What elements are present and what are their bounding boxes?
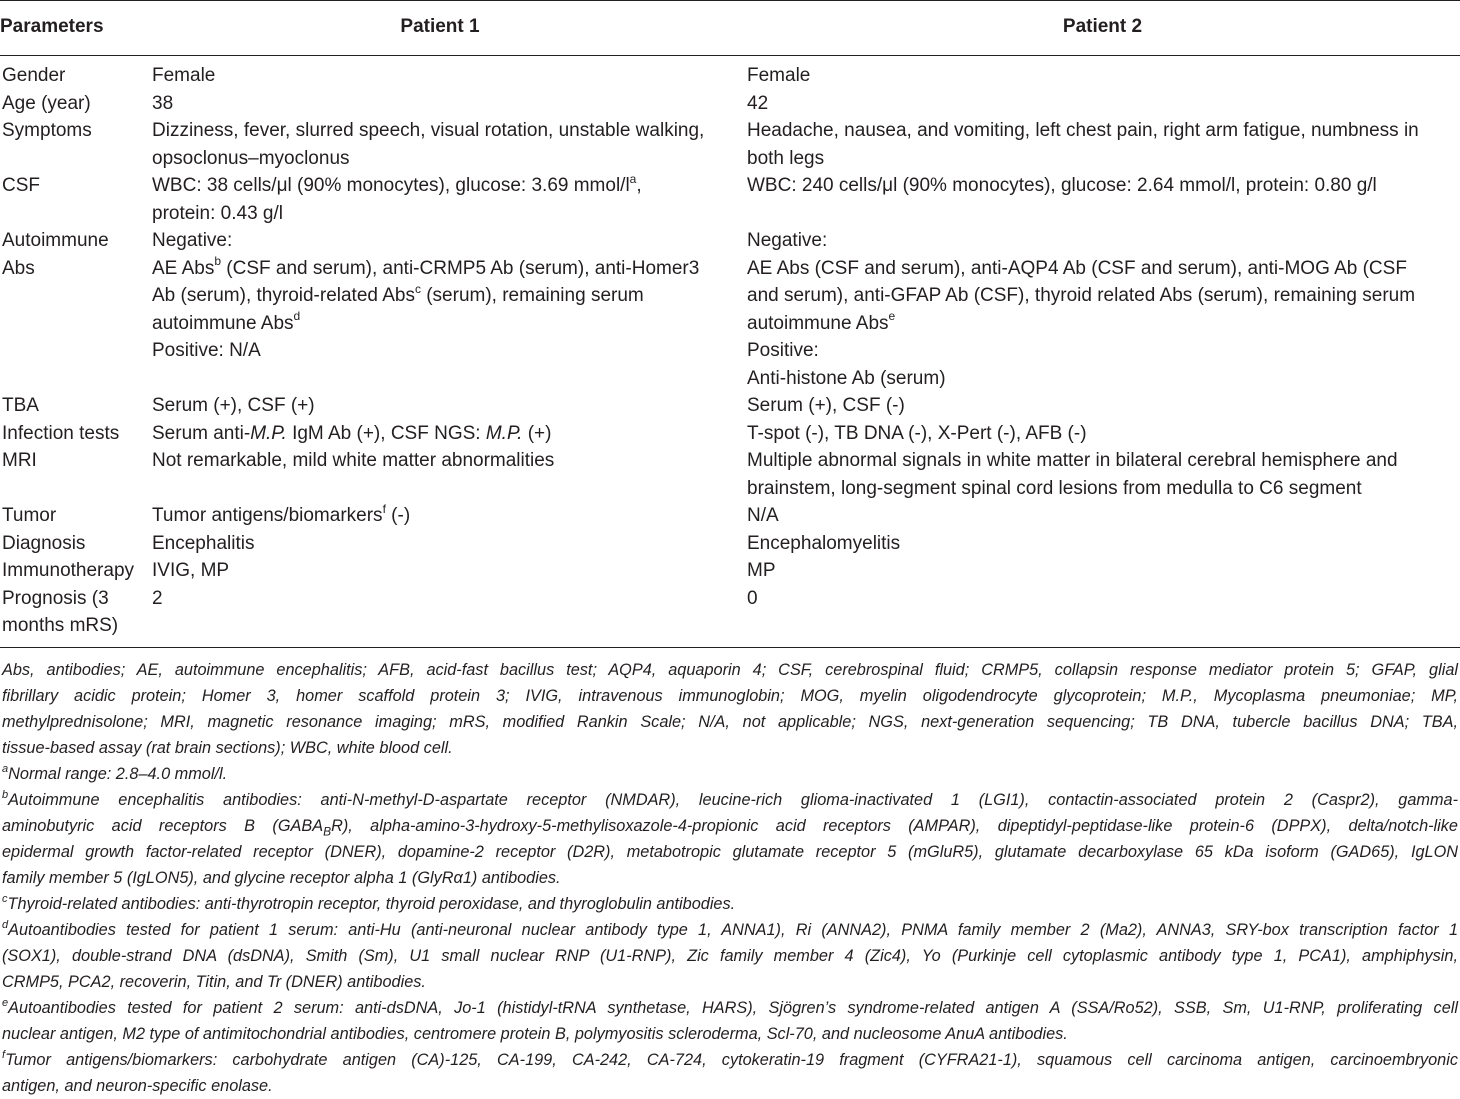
- patient1-diagnosis: Encephalitis: [152, 532, 255, 554]
- table-footnotes: [2, 657, 1458, 1099]
- footnote-line: tissue-based assay (rat brain sections); WBC, white blood cell.: [2, 739, 453, 757]
- text-line: AE Abs$^b$ (CSF and serum), anti-CRMP5 Ab (serum), anti-Homer3: [152, 254, 700, 279]
- patient2-age: 42: [747, 92, 769, 114]
- patient2-immunotherapy: MP: [747, 560, 776, 581]
- text-line: Negative:: [747, 230, 828, 251]
- table-row: [0, 447, 1460, 502]
- text-line: Multiple abnormal signals in white matter in bilateral cerebral hemisphere and: [747, 450, 1398, 471]
- patient1-tba: Serum (+), CSF (+): [152, 395, 315, 416]
- patient1-autoimmune-abs: [150, 227, 745, 392]
- text-line: Negative:: [152, 230, 233, 251]
- row-label-autoimmune-abs: Autoimmune Abs: [2, 230, 109, 279]
- patient1-immunotherapy: IVIG, MP: [152, 560, 230, 581]
- patient1-symptoms: [150, 117, 745, 172]
- text-line: WBC: 240 cells/μl (90% monocytes), glucose: 2.64 mmol/l, protein: 0.80 g/l: [747, 175, 1377, 196]
- row-label-gender: Gender: [2, 65, 66, 86]
- text-line: opsoclonus–myoclonus: [152, 147, 350, 169]
- table-row: [0, 117, 1460, 172]
- row-label-symptoms: Symptoms: [2, 120, 92, 141]
- footnote-a: $^a$Normal range: 2.8–4.0 mmol/l.: [2, 762, 228, 783]
- row-label-diagnosis: Diagnosis: [2, 532, 86, 554]
- header-rule: [0, 55, 1460, 56]
- patient2-tba: Serum (+), CSF (-): [747, 395, 905, 416]
- table-row: [0, 557, 1460, 585]
- table-row: [0, 90, 1460, 118]
- footnote-line: antigen, and neuron-specific enolase.: [2, 1077, 273, 1095]
- footnote-b: $^b$Autoimmune encephalitis antibodies: anti-N-methyl-D-aspartate receptor (NMDAR), leucine-rich glioma-inactivated 1 (LGI1), contactin-associated protein 2 (Caspr2), gamma-: [2, 788, 1458, 809]
- text-line: and serum), anti-GFAP Ab (CSF), thyroid related Abs (serum), remaining serum: [747, 285, 1416, 306]
- text-line: protein: 0.43 g/l: [152, 202, 283, 224]
- patient2-autoimmune-abs: [745, 227, 1460, 392]
- patient2-infection-tests: T-spot (-), TB DNA (-), X-Pert (-), AFB (-): [747, 422, 1087, 444]
- patient1-infection-tests: Serum anti-M.P. IgM Ab (+), CSF NGS: M.P. (+): [152, 422, 552, 444]
- table-top-rule: [0, 0, 1460, 1]
- text-line: autoimmune Abs$^d$: [152, 309, 301, 334]
- text-line: Dizziness, fever, slurred speech, visual rotation, unstable walking,: [152, 120, 705, 141]
- text-line: WBC: 38 cells/μl (90% monocytes), glucose: 3.69 mmol/$l^a$,: [152, 171, 642, 196]
- header-patient-2: Patient 2: [1062, 16, 1143, 37]
- patient1-age: 38: [152, 92, 174, 114]
- row-label-infection-tests: Infection tests: [2, 422, 120, 444]
- table-body: [0, 62, 1460, 640]
- row-label-prognosis: Prognosis (3 months mRS): [2, 587, 119, 636]
- table-row: [0, 585, 1460, 640]
- table-bottom-rule: [0, 647, 1460, 648]
- row-label-tba: TBA: [2, 395, 39, 416]
- patient1-tumor: Tumor antigens/biomarkers$^f$ (-): [152, 501, 411, 526]
- text-line: Positive:: [747, 340, 819, 361]
- footnote-line: CRMP5, PCA2, recoverin, Titin, and Tr (DNER) antibodies.: [2, 973, 426, 991]
- patient2-gender: Female: [747, 65, 811, 86]
- text-line: Positive: N/A: [152, 340, 261, 361]
- footnote-line: aminobutyric acid receptors B $(GABA_BR)$, alpha-amino-3-hydroxy-5-methylisoxazole-4-propionic acid receptors (AMPAR), dipeptidyl-peptidase-like protein-6 (DPPX), delta/notch-like: [2, 817, 1458, 839]
- row-label-mri: MRI: [2, 450, 37, 471]
- text-line: both legs: [747, 147, 825, 169]
- footnote-line: Abs, antibodies; AE, autoimmune encephalitis; AFB, acid-fast bacillus test; AQP4, aquaporin 4; CSF, cerebrospinal fluid; CRMP5, collapsin response mediator protein 5; GFAP, glial: [2, 661, 1458, 679]
- footnote-c: $^c$Thyroid-related antibodies: anti-thyrotropin receptor, thyroid peroxidase, and thyroglobulin antibodies.: [2, 892, 736, 913]
- row-label-age: Age (year): [2, 92, 91, 114]
- text-line: Headache, nausea, and vomiting, left chest pain, right arm fatigue, numbness in: [747, 120, 1419, 141]
- patient1-prognosis: 2: [152, 587, 163, 609]
- footnote-f: $^f$Tumor antigens/biomarkers: carbohydrate antigen (CA)-125, CA-199, CA-242, CA-724, cytokeratin-19 fragment (CYFRA21-1), squamous cell carcinoma antigen, carcinoembryonic: [2, 1048, 1458, 1069]
- table-row: [0, 502, 1460, 530]
- footnote-line: fibrillary acidic protein; Homer 3, homer scaffold protein 3; IVIG, intravenous immunoglobin; MOG, myelin oligodendrocyte glycoprotein; M.P., Mycoplasma pneumoniae; MP,: [2, 687, 1458, 705]
- patient2-symptoms: [745, 117, 1460, 172]
- text-line: Ab (serum), thyroid-related Abs$^c$ (serum), remaining serum: [152, 281, 644, 306]
- table-row: [0, 62, 1460, 90]
- patient2-csf: [745, 172, 1460, 227]
- footnote-line: methylprednisolone; MRI, magnetic resonance imaging; mRS, modified Rankin Scale; N/A, not applicable; NGS, next-generation sequencing; TB DNA, tubercle bacillus DNA; TBA,: [2, 713, 1458, 731]
- footnote-line: nuclear antigen, M2 type of antimitochondrial antibodies, centromere protein B, polymyositis scleroderma, Scl-70, and nucleosome AnuA antibodies.: [2, 1025, 1068, 1043]
- footnote-line: (SOX1), double-strand DNA (dsDNA), Smith (Sm), U1 small nuclear RNP (U1-RNP), Zic family member 4 (Zic4), Yo (Purkinje cell cytoplasmic antibody type 1, PCA1), amphiphysin,: [2, 947, 1458, 965]
- patient2-diagnosis: Encephalomyelitis: [747, 532, 901, 554]
- footnote-line: family member 5 (IgLON5), and glycine receptor alpha 1 (GlyRα1) antibodies.: [2, 869, 561, 887]
- patient1-csf: [150, 172, 745, 227]
- header-parameters: Parameters: [0, 16, 104, 37]
- row-label-immunotherapy: Immunotherapy: [2, 560, 135, 581]
- patient2-mri: [745, 447, 1460, 502]
- table-row: [0, 530, 1460, 558]
- patient1-mri: Not remarkable, mild white matter abnormalities: [152, 450, 555, 471]
- table-row: [0, 420, 1460, 448]
- patient2-tumor: N/A: [747, 505, 779, 526]
- text-line: Anti-histone Ab (serum): [747, 367, 946, 389]
- footnote-d: $^d$Autoantibodies tested for patient 1 serum: anti-Hu (anti-neuronal nuclear antibody type 1, ANNA1), Ri (ANNA2), PNMA family member 2 (Ma2), ANNA3, SRY-box transcription factor 1: [2, 918, 1458, 939]
- patient2-prognosis: 0: [747, 587, 758, 609]
- header-patient-1: Patient 1: [400, 16, 480, 37]
- table-row: [0, 172, 1460, 227]
- text-line: brainstem, long-segment spinal cord lesions from medulla to C6 segment: [747, 477, 1362, 499]
- text-line: autoimmune Abs$^e$: [747, 309, 896, 334]
- text-line: AE Abs (CSF and serum), anti-AQP4 Ab (CSF and serum), anti-MOG Ab (CSF: [747, 257, 1407, 279]
- row-label-tumor: Tumor: [2, 505, 57, 526]
- row-label-csf: CSF: [2, 175, 40, 196]
- patient1-gender: Female: [152, 65, 216, 86]
- table-row: [0, 392, 1460, 420]
- table-row: [0, 227, 1460, 392]
- footnote-line: epidermal growth factor-related receptor (DNER), dopamine-2 receptor (D2R), metabotropic glutamate receptor 5 (mGluR5), glutamate decarboxylase 65 kDa isoform (GAD65), IgLON: [2, 843, 1458, 861]
- footnote-e: $^e$Autoantibodies tested for patient 2 serum: anti-dsDNA, Jo-1 (histidyl-tRNA synthetase, HARS), Sjögren’s syndrome-related antigen A (SSA/Ro52), SSB, Sm, U1-RNP, proliferating cell: [2, 996, 1458, 1017]
